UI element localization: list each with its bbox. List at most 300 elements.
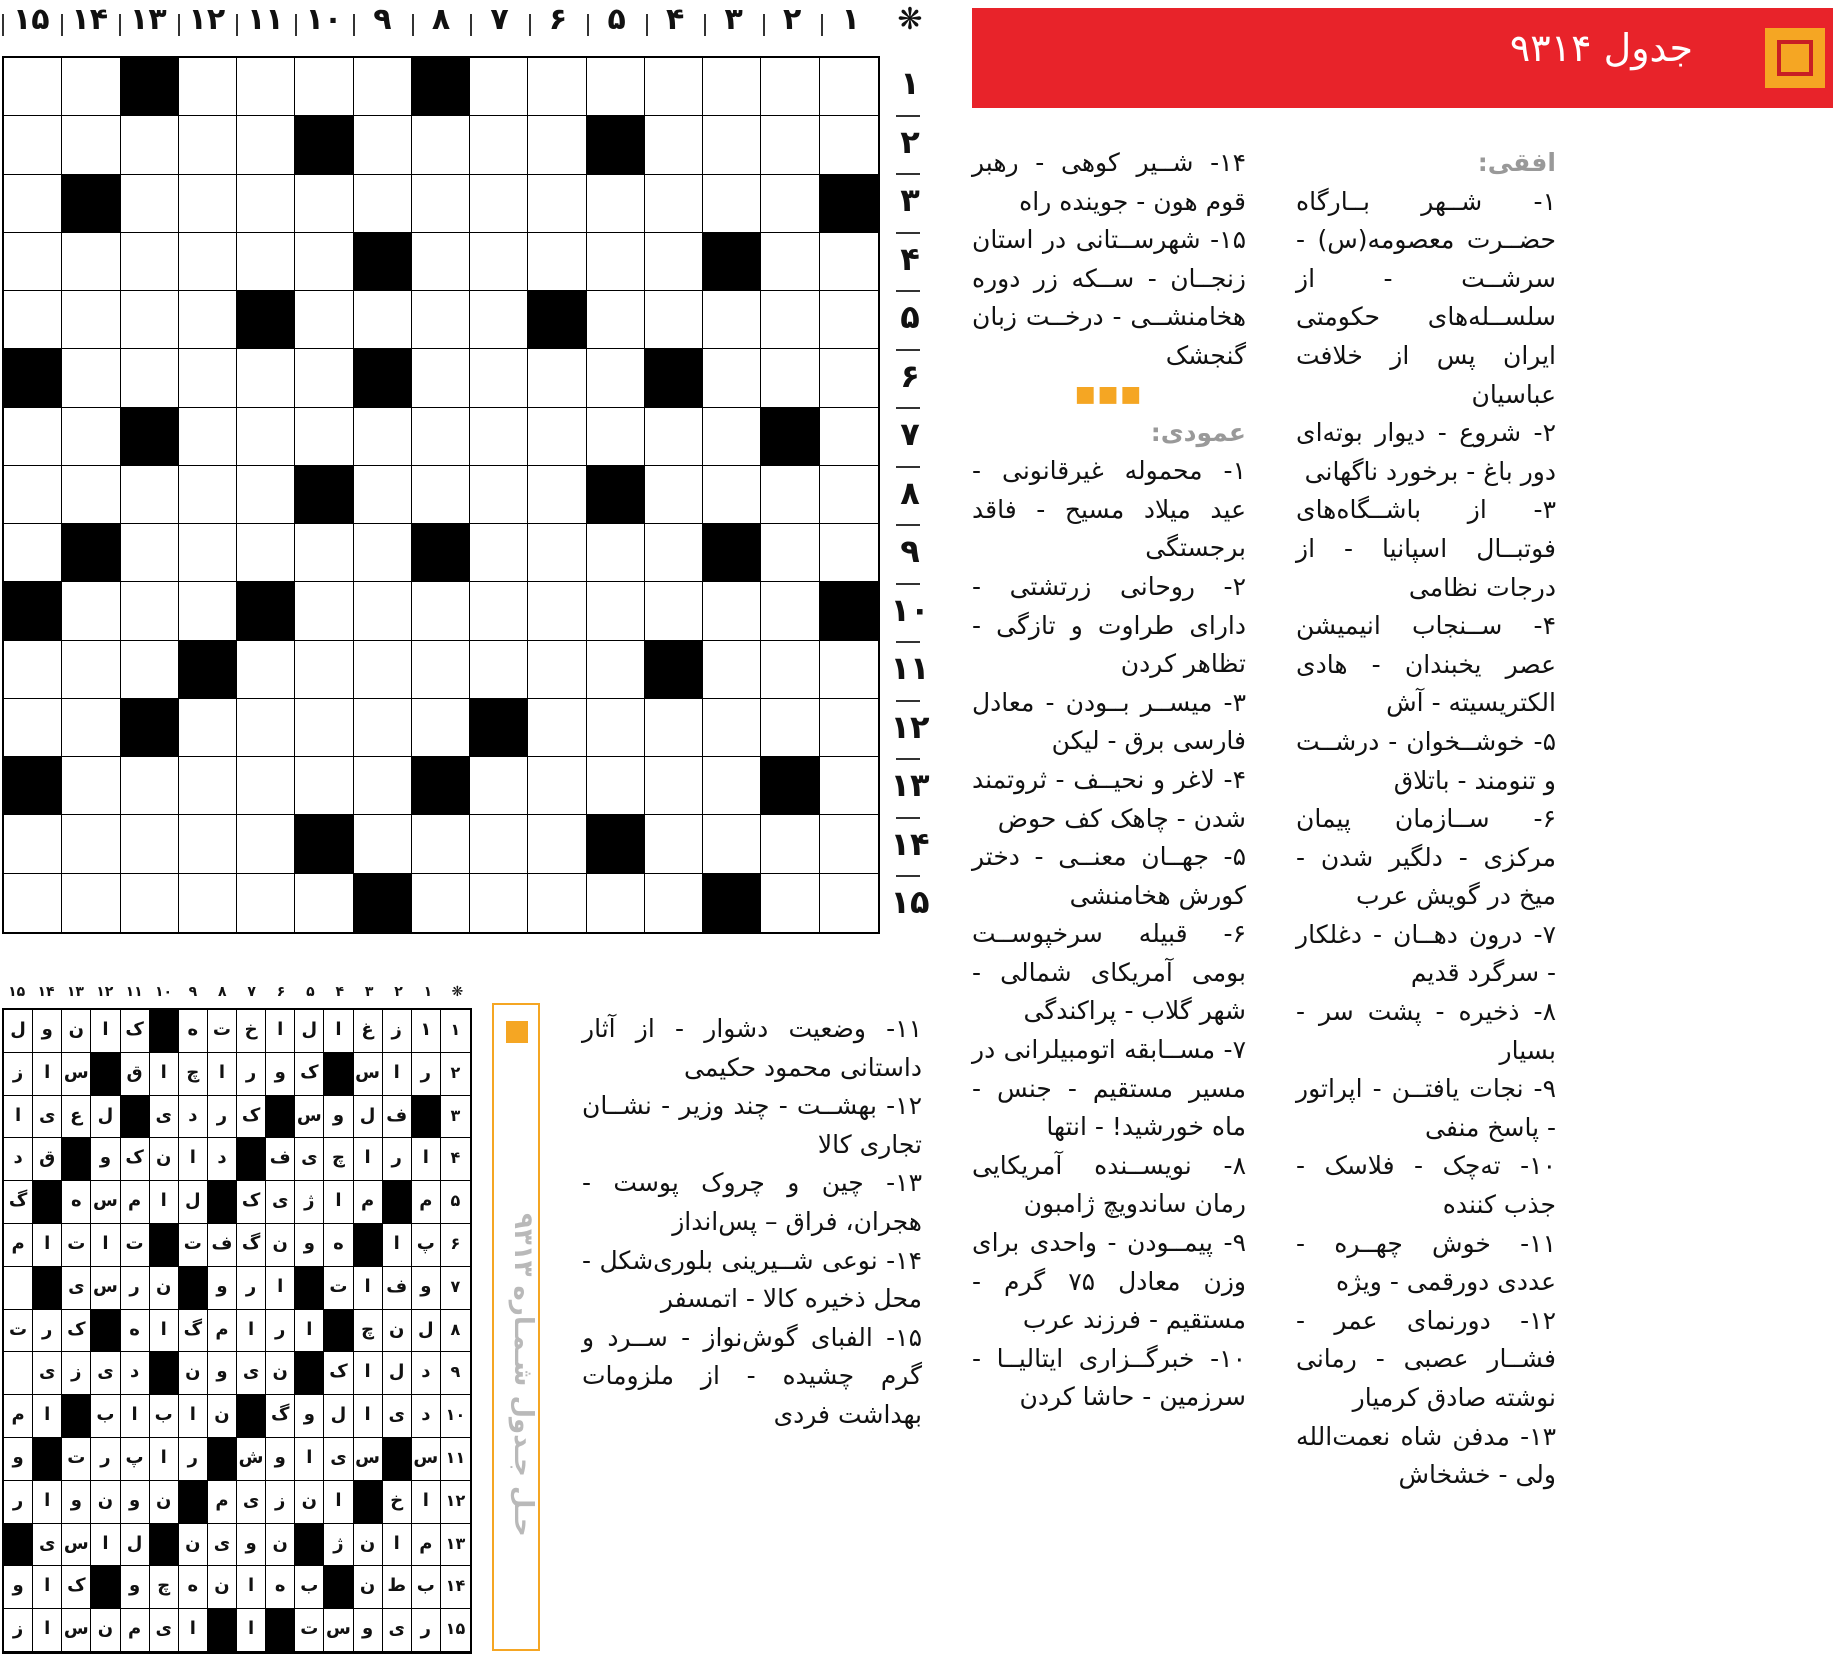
grid-cell[interactable]: [645, 116, 703, 174]
grid-cell[interactable]: [703, 815, 761, 873]
solution-black-cell: [295, 1352, 324, 1395]
grid-cell[interactable]: [4, 874, 62, 932]
clue-item: ۳- از باشــگاه‌های فوتبــال اسپانیا - از درجات نظامی: [1296, 495, 1556, 602]
black-cell: [237, 291, 295, 349]
solution-cell: ۱: [412, 1010, 441, 1053]
black-cell: [412, 757, 470, 815]
grid-cell[interactable]: [295, 349, 353, 407]
grid-cell[interactable]: [528, 874, 586, 932]
grid-cell[interactable]: [121, 175, 179, 233]
grid-cell[interactable]: [470, 524, 528, 582]
grid-cell[interactable]: [645, 291, 703, 349]
solution-cell: چ: [324, 1138, 353, 1181]
row-number: ۱۳: [890, 766, 930, 805]
solution-cell: ن: [208, 1395, 237, 1438]
grid-cell[interactable]: [470, 874, 528, 932]
grid-cell[interactable]: [354, 699, 412, 757]
solution-column-number: ۶: [276, 984, 286, 1000]
grid-cell[interactable]: [470, 116, 528, 174]
grid-cell[interactable]: [62, 58, 120, 116]
solution-cell: ت: [62, 1224, 91, 1267]
grid-cell[interactable]: [237, 874, 295, 932]
grid-cell[interactable]: [470, 291, 528, 349]
black-cell: [703, 524, 761, 582]
grid-cell[interactable]: [295, 582, 353, 640]
grid-cell[interactable]: [645, 466, 703, 524]
solution-cell: ا: [237, 1566, 266, 1609]
grid-cell[interactable]: [121, 757, 179, 815]
black-cell: [295, 116, 353, 174]
grid-cell[interactable]: [121, 116, 179, 174]
grid-cell[interactable]: [587, 408, 645, 466]
row-number: ۱۰: [890, 590, 930, 629]
grid-cell[interactable]: [62, 699, 120, 757]
grid-cell[interactable]: [470, 641, 528, 699]
solution-cell: ر: [121, 1267, 150, 1310]
grid-cell[interactable]: [412, 815, 470, 873]
grid-cell[interactable]: [645, 699, 703, 757]
row-number: ۵: [900, 298, 920, 337]
grid-cell[interactable]: [4, 233, 62, 291]
solution-row-number: ۷: [441, 1267, 470, 1310]
column-number: ۱۵: [12, 2, 50, 37]
grid-cell[interactable]: [761, 233, 819, 291]
grid-cell[interactable]: [645, 58, 703, 116]
grid-cell[interactable]: [237, 699, 295, 757]
black-cell: [587, 466, 645, 524]
solution-black-cell: [91, 1053, 120, 1096]
grid-cell[interactable]: [237, 233, 295, 291]
grid-cell[interactable]: [4, 408, 62, 466]
black-cell: [62, 524, 120, 582]
grid-cell[interactable]: [4, 641, 62, 699]
grid-cell[interactable]: [761, 291, 819, 349]
grid-cell[interactable]: [62, 233, 120, 291]
black-cell: [587, 116, 645, 174]
solution-cell: ف: [208, 1224, 237, 1267]
grid-cell[interactable]: [820, 757, 878, 815]
grid-cell[interactable]: [528, 466, 586, 524]
solution-cell: ک: [237, 1096, 266, 1139]
grid-cell[interactable]: [62, 408, 120, 466]
grid-cell[interactable]: [237, 466, 295, 524]
grid-cell[interactable]: [645, 874, 703, 932]
grid-cell[interactable]: [528, 116, 586, 174]
grid-cell[interactable]: [62, 815, 120, 873]
grid-cell[interactable]: [237, 58, 295, 116]
grid-cell[interactable]: [820, 349, 878, 407]
grid-cell[interactable]: [121, 466, 179, 524]
grid-cell[interactable]: [470, 408, 528, 466]
grid-cell[interactable]: [179, 233, 237, 291]
grid-cell[interactable]: [4, 699, 62, 757]
solution-cell: ا: [179, 1609, 208, 1652]
grid-cell[interactable]: [179, 874, 237, 932]
grid-cell[interactable]: [121, 524, 179, 582]
solution-cell: ن: [150, 1267, 179, 1310]
grid-cell[interactable]: [179, 291, 237, 349]
grid-cell[interactable]: [295, 874, 353, 932]
grid-cell[interactable]: [295, 524, 353, 582]
grid-cell[interactable]: [237, 641, 295, 699]
grid-cell[interactable]: [62, 291, 120, 349]
grid-cell[interactable]: [354, 466, 412, 524]
grid-cell[interactable]: [62, 874, 120, 932]
solution-column-numbers: [2, 984, 472, 1006]
solution-cell: ز: [4, 1609, 33, 1652]
grid-cell[interactable]: [761, 874, 819, 932]
solution-cell: ر: [266, 1310, 295, 1353]
grid-cell[interactable]: [62, 757, 120, 815]
solution-cell: ی: [383, 1609, 412, 1652]
grid-cell[interactable]: [470, 757, 528, 815]
grid-cell[interactable]: [295, 291, 353, 349]
grid-cell[interactable]: [587, 757, 645, 815]
grid-cell[interactable]: [4, 58, 62, 116]
grid-cell[interactable]: [412, 582, 470, 640]
grid-cell[interactable]: [121, 641, 179, 699]
grid-cell[interactable]: [179, 175, 237, 233]
grid-cell[interactable]: [121, 874, 179, 932]
column-numbers: [0, 2, 930, 50]
solution-cell: س: [295, 1096, 324, 1139]
grid-cell[interactable]: [820, 58, 878, 116]
grid-cell[interactable]: [645, 233, 703, 291]
grid-cell[interactable]: [587, 349, 645, 407]
black-cell: [295, 466, 353, 524]
grid-cell[interactable]: [4, 466, 62, 524]
solution-cell: ب: [91, 1395, 120, 1438]
grid-cell[interactable]: [412, 641, 470, 699]
grid-cell[interactable]: [820, 815, 878, 873]
grid-cell[interactable]: [703, 699, 761, 757]
grid-cell[interactable]: [645, 175, 703, 233]
grid-cell[interactable]: [470, 466, 528, 524]
grid-cell[interactable]: [412, 116, 470, 174]
grid-cell[interactable]: [121, 233, 179, 291]
grid-cell[interactable]: [4, 524, 62, 582]
black-cell: [179, 641, 237, 699]
grid-cell[interactable]: [703, 757, 761, 815]
row-number: ۳: [900, 181, 920, 220]
grid-cell[interactable]: [354, 582, 412, 640]
grid-cell[interactable]: [121, 582, 179, 640]
grid-cell[interactable]: [179, 524, 237, 582]
grid-cell[interactable]: [761, 815, 819, 873]
grid-cell[interactable]: [4, 291, 62, 349]
grid-cell[interactable]: [587, 175, 645, 233]
grid-cell[interactable]: [703, 466, 761, 524]
solution-cell: ب: [412, 1566, 441, 1609]
grid-cell[interactable]: [179, 757, 237, 815]
grid-cell[interactable]: [354, 291, 412, 349]
grid-cell[interactable]: [820, 699, 878, 757]
grid-cell[interactable]: [645, 582, 703, 640]
grid-cell[interactable]: [237, 349, 295, 407]
grid-cell[interactable]: [820, 641, 878, 699]
grid-cell[interactable]: [528, 349, 586, 407]
grid-cell[interactable]: [237, 175, 295, 233]
grid-cell[interactable]: [295, 175, 353, 233]
grid-cell[interactable]: [295, 641, 353, 699]
grid-cell[interactable]: [412, 233, 470, 291]
grid-cell[interactable]: [354, 641, 412, 699]
solution-cell: ن: [266, 1224, 295, 1267]
grid-cell[interactable]: [295, 757, 353, 815]
solution-cell: چ: [179, 1053, 208, 1096]
grid-cell[interactable]: [121, 815, 179, 873]
grid-cell[interactable]: [412, 175, 470, 233]
grid-cell[interactable]: [761, 699, 819, 757]
grid-cell[interactable]: [354, 58, 412, 116]
grid-cell[interactable]: [62, 466, 120, 524]
grid-cell[interactable]: [179, 815, 237, 873]
grid-cell[interactable]: [62, 582, 120, 640]
grid-cell[interactable]: [354, 116, 412, 174]
solution-cell: ی: [33, 1524, 62, 1567]
solution-cell: م: [4, 1224, 33, 1267]
solution-cell: و: [208, 1352, 237, 1395]
solution-cell: چ: [150, 1566, 179, 1609]
grid-cell[interactable]: [62, 349, 120, 407]
grid-cell[interactable]: [528, 524, 586, 582]
solution-column-number: ۱۰: [155, 984, 173, 1000]
grid-cell[interactable]: [179, 408, 237, 466]
grid-cell[interactable]: [761, 524, 819, 582]
grid-cell[interactable]: [412, 699, 470, 757]
solution-cell: ل: [4, 1010, 33, 1053]
solution-cell: ی: [266, 1181, 295, 1224]
grid-cell[interactable]: [703, 58, 761, 116]
grid-cell[interactable]: [4, 175, 62, 233]
grid-cell[interactable]: [354, 175, 412, 233]
grid-cell[interactable]: [761, 349, 819, 407]
grid-cell[interactable]: [412, 408, 470, 466]
grid-cell[interactable]: [237, 757, 295, 815]
clue-item: ۸- ذخیره - پشت سر - بسیار: [1296, 997, 1556, 1065]
grid-cell[interactable]: [179, 582, 237, 640]
grid-cell[interactable]: [179, 58, 237, 116]
grid-cell[interactable]: [354, 524, 412, 582]
row-number: ۱۵: [890, 883, 930, 922]
grid-cell[interactable]: [528, 757, 586, 815]
solution-cell: س: [354, 1053, 383, 1096]
solution-black-cell: [91, 1310, 120, 1353]
solution-cell: و: [412, 1267, 441, 1310]
grid-cell[interactable]: [761, 641, 819, 699]
clues-column-right: [1296, 144, 1556, 1495]
grid-cell[interactable]: [761, 582, 819, 640]
grid-cell[interactable]: [528, 408, 586, 466]
grid-cell[interactable]: [4, 815, 62, 873]
grid-cell[interactable]: [179, 349, 237, 407]
grid-cell[interactable]: [761, 116, 819, 174]
row-number: ۱: [900, 64, 920, 102]
grid-cell[interactable]: [761, 58, 819, 116]
black-cell: [761, 757, 819, 815]
grid-cell[interactable]: [470, 58, 528, 116]
grid-cell[interactable]: [820, 233, 878, 291]
grid-cell[interactable]: [587, 641, 645, 699]
grid-cell[interactable]: [354, 757, 412, 815]
grid-cell[interactable]: [528, 58, 586, 116]
grid-cell[interactable]: [179, 699, 237, 757]
black-cell: [645, 349, 703, 407]
solution-cell: ا: [150, 1181, 179, 1224]
grid-cell[interactable]: [820, 466, 878, 524]
grid-cell[interactable]: [703, 582, 761, 640]
solution-cell: ا: [324, 1181, 353, 1224]
solution-column-number: ۱۳: [66, 984, 84, 1000]
solution-cell: خ: [237, 1010, 266, 1053]
solution-cell: م: [412, 1524, 441, 1567]
black-cell: [4, 757, 62, 815]
grid-cell[interactable]: [295, 58, 353, 116]
solution-column-number: ۱۲: [96, 984, 114, 1000]
solution-cell: ز: [4, 1053, 33, 1096]
grid-cell[interactable]: [703, 116, 761, 174]
solution-cell: ا: [237, 1609, 266, 1652]
solution-cell: ا: [383, 1053, 412, 1096]
grid-cell[interactable]: [470, 175, 528, 233]
solution-cell: ک: [121, 1010, 150, 1053]
grid-cell[interactable]: [528, 815, 586, 873]
grid-cell[interactable]: [528, 699, 586, 757]
grid-cell[interactable]: [703, 408, 761, 466]
clue-item: ۴- لاغر و نحیــف - ثروتمند شدن - چاهک کف حوض: [972, 764, 1246, 833]
solution-cell: ی: [383, 1395, 412, 1438]
column-number: ۱: [841, 2, 860, 37]
grid-cell[interactable]: [820, 524, 878, 582]
solution-cell: ل: [354, 1096, 383, 1139]
solution-cell: گ: [237, 1224, 266, 1267]
grid-cell[interactable]: [703, 641, 761, 699]
solution-cell: و: [266, 1053, 295, 1096]
column-number: ۱۲: [188, 2, 226, 37]
grid-cell[interactable]: [528, 175, 586, 233]
grid-cell[interactable]: [354, 408, 412, 466]
grid-cell[interactable]: [470, 233, 528, 291]
solution-cell: ا: [33, 1395, 62, 1438]
solution-cell: ی: [208, 1524, 237, 1567]
grid-cell[interactable]: [587, 524, 645, 582]
solution-row-number: ۶: [441, 1224, 470, 1267]
grid-cell[interactable]: [62, 116, 120, 174]
grid-cell[interactable]: [121, 291, 179, 349]
solution-cell: ط: [383, 1566, 412, 1609]
grid-cell[interactable]: [470, 349, 528, 407]
solution-cell: ی: [150, 1609, 179, 1652]
solution-cell: م: [354, 1181, 383, 1224]
grid-cell[interactable]: [703, 349, 761, 407]
grid-cell[interactable]: [62, 641, 120, 699]
grid-cell[interactable]: [295, 699, 353, 757]
grid-cell[interactable]: [820, 291, 878, 349]
solution-black-cell: [266, 1096, 295, 1139]
grid-cell[interactable]: [295, 408, 353, 466]
solution-cell: و: [266, 1438, 295, 1481]
grid-cell[interactable]: [587, 58, 645, 116]
crossword-grid[interactable]: [2, 56, 880, 934]
grid-cell[interactable]: [470, 815, 528, 873]
grid-cell[interactable]: [295, 233, 353, 291]
solution-column-number: ۳: [364, 984, 374, 1000]
grid-cell[interactable]: [237, 815, 295, 873]
grid-cell[interactable]: [179, 116, 237, 174]
grid-cell[interactable]: [237, 116, 295, 174]
row-number: ۱۲: [890, 707, 930, 746]
grid-cell[interactable]: [820, 874, 878, 932]
solution-cell: ا: [354, 1395, 383, 1438]
solution-cell: س: [354, 1438, 383, 1481]
black-cell: [4, 349, 62, 407]
grid-cell[interactable]: [4, 116, 62, 174]
grid-cell[interactable]: [412, 874, 470, 932]
solution-black-cell: [62, 1395, 91, 1438]
solution-black-cell: [121, 1096, 150, 1139]
grid-cell[interactable]: [645, 408, 703, 466]
grid-cell[interactable]: [703, 291, 761, 349]
grid-cell[interactable]: [587, 233, 645, 291]
column-number: ۱۳: [130, 2, 167, 37]
grid-cell[interactable]: [645, 524, 703, 582]
grid-cell[interactable]: [761, 175, 819, 233]
black-cell: [4, 582, 62, 640]
solution-cell: ا: [266, 1010, 295, 1053]
column-number: ۴: [665, 2, 685, 37]
grid-cell[interactable]: [820, 408, 878, 466]
solution-cell: گ: [266, 1395, 295, 1438]
solution-cell: ن: [354, 1566, 383, 1609]
solution-cell: ی: [150, 1096, 179, 1139]
solution-black-cell: [208, 1438, 237, 1481]
grid-cell[interactable]: [587, 291, 645, 349]
grid-cell[interactable]: [412, 349, 470, 407]
grid-cell[interactable]: [121, 349, 179, 407]
black-cell: [237, 582, 295, 640]
grid-cell[interactable]: [470, 582, 528, 640]
grid-cell[interactable]: [412, 466, 470, 524]
grid-cell[interactable]: [761, 466, 819, 524]
clue-item: ۵- خوشــخوان - درشــت و تنومند - باتلاق: [1296, 726, 1556, 795]
solution-cell: ن: [62, 1010, 91, 1053]
grid-cell[interactable]: [645, 757, 703, 815]
grid-cell[interactable]: [528, 582, 586, 640]
grid-cell[interactable]: [528, 641, 586, 699]
grid-cell[interactable]: [237, 524, 295, 582]
grid-cell[interactable]: [587, 874, 645, 932]
grid-cell[interactable]: [645, 815, 703, 873]
grid-cell[interactable]: [354, 815, 412, 873]
grid-cell[interactable]: [528, 233, 586, 291]
solution-column-number: ۱: [423, 984, 433, 1000]
grid-cell[interactable]: [237, 408, 295, 466]
solution-cell: ا: [354, 1267, 383, 1310]
section-separator: ■■■: [1074, 381, 1144, 407]
grid-cell[interactable]: [179, 466, 237, 524]
clue-item: ۱- محموله غیرقانونی - عید میلاد مسیح - فاقد برجستگی: [972, 456, 1246, 563]
grid-cell[interactable]: [820, 116, 878, 174]
grid-cell[interactable]: [412, 291, 470, 349]
solution-cell: د: [4, 1138, 33, 1181]
solution-cell: ف: [266, 1138, 295, 1181]
solution-cell: و: [62, 1481, 91, 1524]
solution-cell: غ: [354, 1010, 383, 1053]
grid-cell[interactable]: [703, 175, 761, 233]
grid-cell[interactable]: [587, 582, 645, 640]
solution-cell: م: [412, 1181, 441, 1224]
grid-cell[interactable]: [587, 699, 645, 757]
